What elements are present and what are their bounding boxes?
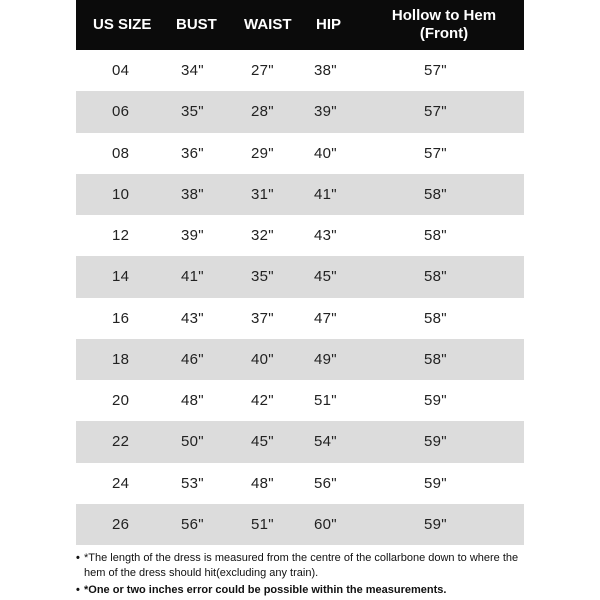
cell-hollow-to-hem: 57" xyxy=(424,144,447,162)
cell-us-size: 18 xyxy=(112,350,130,368)
cell-waist: 35" xyxy=(251,268,274,286)
header-hollow-line2: (Front) xyxy=(419,25,469,42)
cell-us-size: 26 xyxy=(112,515,130,533)
note-length xyxy=(76,551,524,581)
cell-hip: 43" xyxy=(314,227,337,245)
cell-hip: 39" xyxy=(314,103,337,121)
cell-us-size: 06 xyxy=(112,103,130,121)
cell-hollow-to-hem: 57" xyxy=(424,62,447,80)
size-chart-table xyxy=(76,0,524,545)
cell-hollow-to-hem: 59" xyxy=(424,474,447,492)
note-length-text: *The length of the dress is measured from the centre of the collarbone down to where the hem of the dress should hit(excluding any train). xyxy=(84,552,519,579)
cell-bust: 41" xyxy=(181,268,204,286)
cell-waist: 48" xyxy=(251,474,274,492)
cell-us-size: 08 xyxy=(112,144,130,162)
cell-hip: 54" xyxy=(314,433,337,451)
cell-hip: 41" xyxy=(314,185,337,203)
cell-us-size: 10 xyxy=(112,185,130,203)
cell-bust: 43" xyxy=(181,309,204,327)
cell-bust: 35" xyxy=(181,103,204,121)
table-row xyxy=(76,421,524,462)
header-hollow-line1: Hollow to Hem xyxy=(391,7,497,24)
cell-bust: 34" xyxy=(181,62,204,80)
bullet-icon: • xyxy=(76,584,80,596)
table-row xyxy=(76,298,524,339)
table-header xyxy=(76,0,524,50)
cell-hollow-to-hem: 58" xyxy=(424,268,447,286)
cell-bust: 53" xyxy=(181,474,204,492)
cell-bust: 56" xyxy=(181,515,204,533)
table-row xyxy=(76,256,524,297)
note-error xyxy=(76,583,524,598)
table-row xyxy=(76,50,524,91)
cell-us-size: 20 xyxy=(112,392,130,410)
cell-hollow-to-hem: 59" xyxy=(424,392,447,410)
header-hip: HIP xyxy=(316,16,342,33)
cell-us-size: 04 xyxy=(112,62,130,80)
cell-hollow-to-hem: 58" xyxy=(424,350,447,368)
cell-us-size: 12 xyxy=(112,227,130,245)
table-body xyxy=(76,50,524,545)
cell-bust: 46" xyxy=(181,350,204,368)
cell-hollow-to-hem: 58" xyxy=(424,309,447,327)
cell-us-size: 14 xyxy=(112,268,130,286)
cell-us-size: 22 xyxy=(112,433,130,451)
cell-bust: 39" xyxy=(181,227,204,245)
table-row xyxy=(76,215,524,256)
table-row xyxy=(76,380,524,421)
cell-hollow-to-hem: 59" xyxy=(424,433,447,451)
header-us-size: US SIZE xyxy=(93,16,152,33)
cell-hip: 38" xyxy=(314,62,337,80)
table-row xyxy=(76,91,524,132)
cell-bust: 48" xyxy=(181,392,204,410)
header-hollow-to-hem xyxy=(364,0,524,50)
cell-waist: 32" xyxy=(251,227,274,245)
cell-hip: 49" xyxy=(314,350,337,368)
cell-us-size: 24 xyxy=(112,474,130,492)
cell-hollow-to-hem: 57" xyxy=(424,103,447,121)
cell-waist: 31" xyxy=(251,185,274,203)
table-row xyxy=(76,463,524,504)
cell-hip: 45" xyxy=(314,268,337,286)
cell-waist: 29" xyxy=(251,144,274,162)
note-error-text: *One or two inches error could be possible within the measurements. xyxy=(84,584,447,596)
notes xyxy=(76,551,524,598)
table-row xyxy=(76,133,524,174)
cell-hip: 51" xyxy=(314,392,337,410)
cell-waist: 42" xyxy=(251,392,274,410)
cell-hip: 47" xyxy=(314,309,337,327)
cell-waist: 27" xyxy=(251,62,274,80)
cell-bust: 50" xyxy=(181,433,204,451)
cell-waist: 28" xyxy=(251,103,274,121)
table-row xyxy=(76,174,524,215)
header-waist: WAIST xyxy=(244,16,292,33)
table-row xyxy=(76,504,524,545)
cell-hollow-to-hem: 58" xyxy=(424,185,447,203)
bullet-icon: • xyxy=(76,552,80,564)
cell-bust: 38" xyxy=(181,185,204,203)
cell-waist: 40" xyxy=(251,350,274,368)
cell-hip: 56" xyxy=(314,474,337,492)
header-row xyxy=(76,0,524,50)
cell-waist: 45" xyxy=(251,433,274,451)
cell-hollow-to-hem: 58" xyxy=(424,227,447,245)
cell-bust: 36" xyxy=(181,144,204,162)
cell-hollow-to-hem: 59" xyxy=(424,515,447,533)
table-row xyxy=(76,339,524,380)
cell-waist: 51" xyxy=(251,515,274,533)
cell-waist: 37" xyxy=(251,309,274,327)
cell-us-size: 16 xyxy=(112,309,130,327)
cell-hip: 40" xyxy=(314,144,337,162)
header-bust: BUST xyxy=(176,16,217,33)
cell-hip: 60" xyxy=(314,515,337,533)
